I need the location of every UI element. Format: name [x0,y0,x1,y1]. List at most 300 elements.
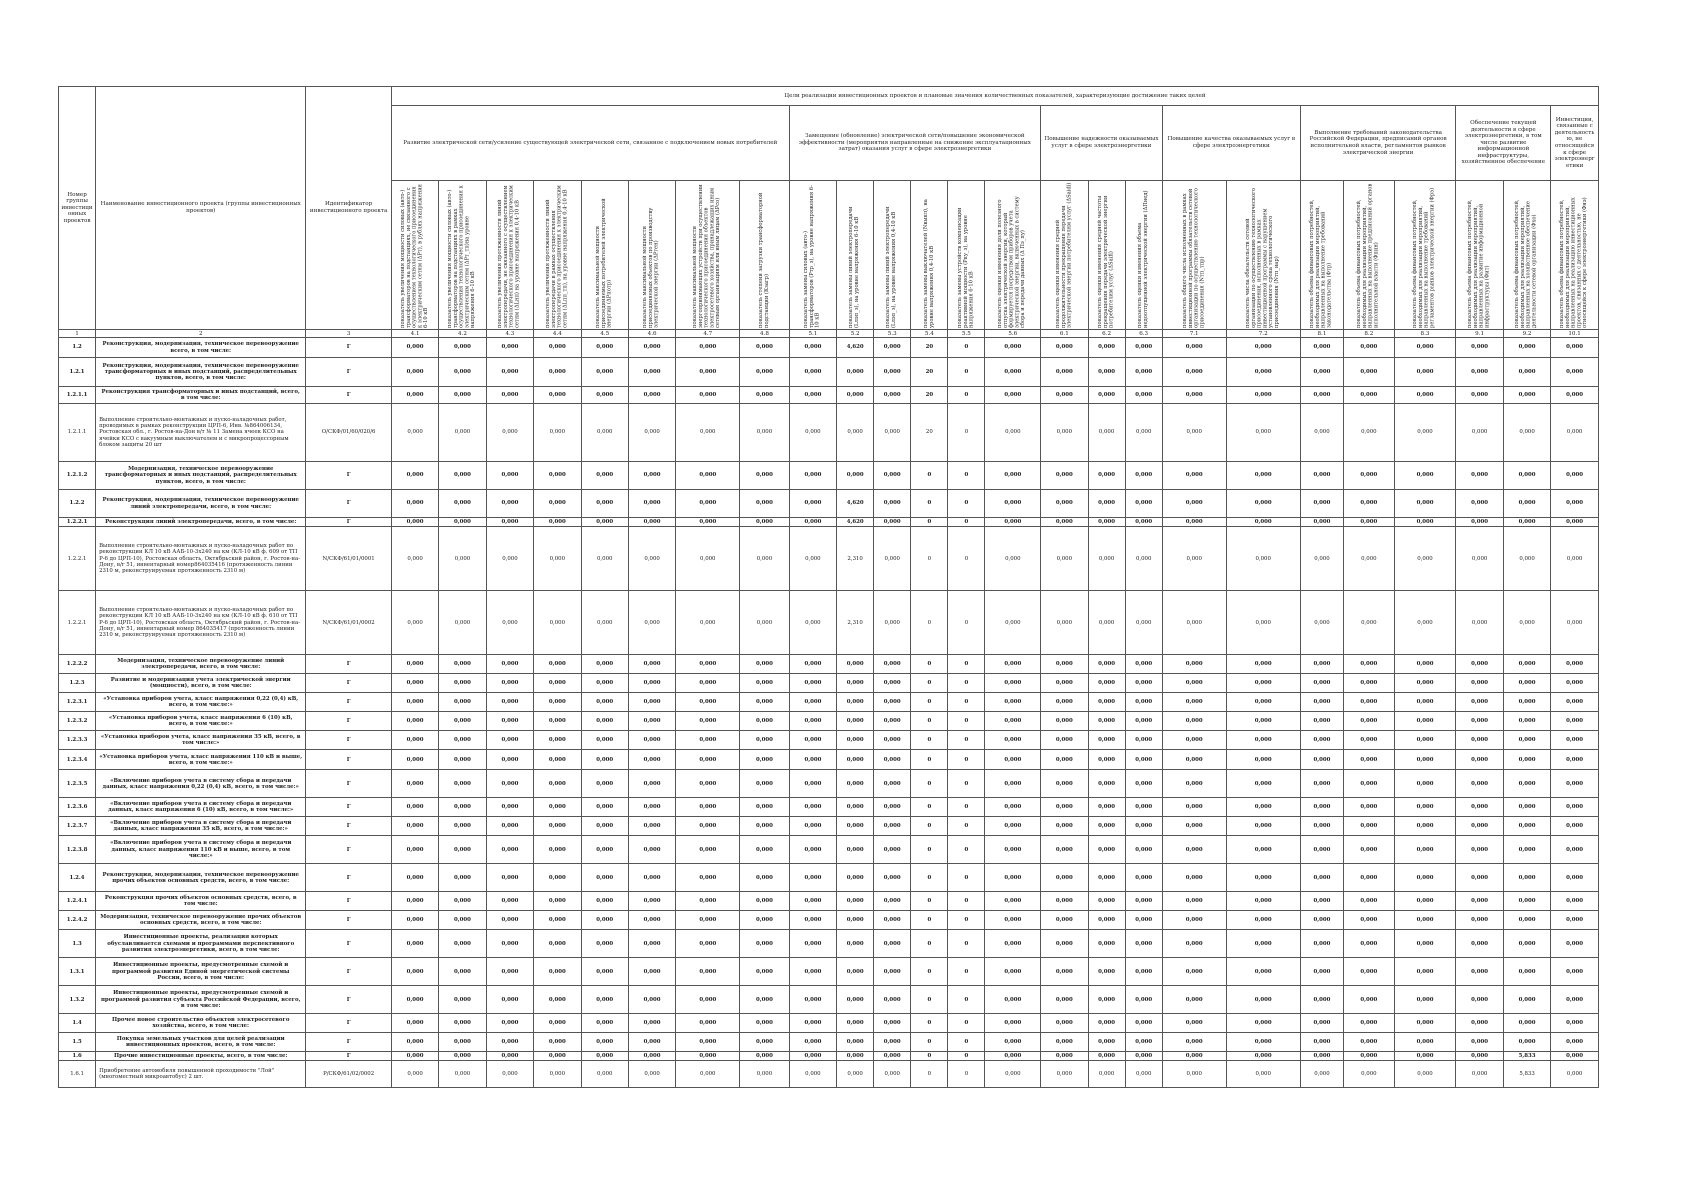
row-value: 0,000 [1162,490,1226,518]
row-value: 0,000 [837,1014,874,1033]
row-project-id: Г [306,892,392,911]
row-value: 0,000 [486,1052,533,1061]
row-value: 0,000 [439,986,486,1014]
row-project-name: Инвестиционные проекты, предусмотренные схемой и программой развития субъекта Российской Федерации, всего, в том числе: [96,986,306,1014]
row-value: 0,000 [1344,387,1395,404]
row-value: 0,000 [439,1033,486,1052]
column-number: 2 [96,330,306,338]
row-value: 0,000 [837,798,874,817]
row-value: 0 [948,770,985,798]
row-number: 1.2.1 [59,358,96,387]
row-value: 0,000 [1394,387,1456,404]
row-value: 0,000 [391,490,438,518]
column-number: 4.5 [581,330,628,338]
row-value: 0,000 [676,404,740,462]
row-value: 0,000 [1125,911,1162,930]
row-value: 0,000 [837,770,874,798]
row-value: 5,833 [1503,1061,1550,1088]
row-value: 0,000 [1456,986,1503,1014]
row-value: 0 [948,892,985,911]
row-value: 20 [911,338,948,358]
header-goal: Повышение надежности оказываемых услуг в сфере электроэнергетики [1041,106,1163,181]
row-value: 0,000 [439,930,486,958]
header-metric [985,181,1041,330]
row-value: 0,000 [534,674,581,693]
row-value: 0,000 [486,817,533,836]
row-value: 0,000 [1344,591,1395,655]
table-row [59,986,1599,1014]
row-value: 0,000 [534,338,581,358]
row-value: 0,000 [1394,674,1456,693]
row-value: 0,000 [740,817,789,836]
row-value: 0,000 [1088,770,1125,798]
row-value: 0,000 [581,750,628,770]
row-value: 0 [911,798,948,817]
row-value: 0,000 [1041,958,1088,986]
table-row [59,817,1599,836]
row-value: 0,000 [874,387,911,404]
row-value: 0 [911,518,948,527]
row-value: 0,000 [391,864,438,892]
row-value: 0,000 [534,1061,581,1088]
row-value: 0,000 [740,1014,789,1033]
row-value: 0,000 [874,404,911,462]
header-goal: Замещение (обновление) электрической сети/повышение экономической эффективности (мероприятия направленные на снижение эксплуатационных затрат) оказания услуг в сфере электроэнергетики [789,106,1040,181]
row-value: 0,000 [1456,518,1503,527]
row-value: 0,000 [1503,591,1550,655]
row-value: 0,000 [789,864,836,892]
row-project-id: Г [306,731,392,750]
row-value: 0,000 [874,1052,911,1061]
table-row [59,1061,1599,1088]
row-value: 0,000 [391,836,438,864]
row-value: 0,000 [1344,892,1395,911]
row-value: 0,000 [1088,655,1125,674]
row-value: 0,000 [1344,358,1395,387]
row-value: 0 [911,591,948,655]
row-value: 0,000 [1300,817,1343,836]
row-value: 0,000 [628,404,675,462]
row-value: 0,000 [1456,930,1503,958]
row-value: 0,000 [1551,693,1599,712]
row-value: 0,000 [985,986,1041,1014]
row-value: 0,000 [1394,712,1456,731]
row-value: 0,000 [439,387,486,404]
row-value: 0,000 [486,518,533,527]
row-value: 0,000 [391,770,438,798]
row-value: 0,000 [1041,1033,1088,1052]
row-value: 0,000 [1300,693,1343,712]
row-value: 0,000 [676,1052,740,1061]
row-value: 0,000 [1300,358,1343,387]
row-value: 0,000 [1394,817,1456,836]
row-project-name: Инвестиционные проекты, реализация которых обуславливается схемами и программами перспективного развития электроэнергетики, всего, в том числе: [96,930,306,958]
row-value: 0,000 [1551,930,1599,958]
row-number: 1.4 [59,1014,96,1033]
table-row [59,338,1599,358]
header-metric [391,181,438,330]
row-value: 0,000 [1551,1014,1599,1033]
row-value: 0,000 [391,1061,438,1088]
row-value: 0 [948,693,985,712]
row-value: 0 [948,527,985,591]
row-value: 0,000 [789,958,836,986]
row-value: 0,000 [534,1052,581,1061]
table-row [59,798,1599,817]
row-value: 0,000 [486,892,533,911]
row-value: 0,000 [985,836,1041,864]
row-value: 0,000 [581,462,628,490]
row-project-name: Модернизация, техническое перевооружение прочих объектов основных средств, всего, в том числе: [96,911,306,930]
row-value: 0,000 [439,770,486,798]
row-value: 0,000 [1456,462,1503,490]
row-value: 0,000 [789,693,836,712]
row-value: 0 [911,817,948,836]
row-value: 0,000 [740,958,789,986]
row-value: 0,000 [1394,958,1456,986]
row-value: 0,000 [1394,892,1456,911]
row-value: 0,000 [740,358,789,387]
row-value: 0,000 [676,864,740,892]
metric-label: показатель максимальной мощности присоединяемых потребителей электрической энергии (ΔPпотр) [595,198,613,328]
row-value: 0,000 [874,798,911,817]
row-project-id: Г [306,674,392,693]
row-value: 0,000 [676,712,740,731]
row-value: 0,000 [534,693,581,712]
row-value: 0,000 [740,731,789,750]
row-value: 0,000 [628,591,675,655]
header-metric [1041,181,1088,330]
row-value: 0 [911,731,948,750]
row-project-id: О/СКФ/01/60/020/6 [306,404,392,462]
row-value: 0,000 [581,770,628,798]
row-value: 0,000 [1344,798,1395,817]
header-metric [911,181,948,330]
row-value: 0 [911,836,948,864]
row-value: 0,000 [874,817,911,836]
row-project-id: Г [306,864,392,892]
row-number: 1.6 [59,1052,96,1061]
row-value: 0,000 [534,712,581,731]
row-value: 0,000 [628,674,675,693]
row-value: 0,000 [486,798,533,817]
row-value: 0,000 [1300,892,1343,911]
row-value: 0,000 [1394,655,1456,674]
row-value: 0,000 [874,527,911,591]
row-value: 0,000 [1162,387,1226,404]
row-value: 0,000 [1503,338,1550,358]
column-number: 8.1 [1300,330,1343,338]
row-value: 0,000 [391,338,438,358]
row-value: 0,000 [1125,1061,1162,1088]
row-value: 0 [911,712,948,731]
row-value: 0,000 [874,750,911,770]
row-value: 0,000 [985,731,1041,750]
row-value: 0,000 [581,864,628,892]
row-value: 0,000 [1300,1014,1343,1033]
header-metric [534,181,581,330]
row-value: 0,000 [1300,655,1343,674]
row-value: 0,000 [985,518,1041,527]
row-value: 0,000 [1551,591,1599,655]
row-value: 0 [911,1061,948,1088]
row-value: 0,000 [1344,930,1395,958]
row-value: 0,000 [1226,358,1300,387]
row-value: 0,000 [789,1014,836,1033]
metric-label: показатель замены линий электропередачи (Lлэп_з), на уровне напряжения 6-10 кВ [848,206,861,328]
row-number: 1.2.3.3 [59,731,96,750]
row-value: 0,000 [1551,527,1599,591]
row-value: 0,000 [874,518,911,527]
row-value: 0,000 [740,387,789,404]
row-value: 0,000 [1226,387,1300,404]
row-value: 0,000 [874,693,911,712]
row-value: 0,000 [534,591,581,655]
row-value: 0 [948,986,985,1014]
row-value: 0,000 [391,462,438,490]
row-value: 0,000 [534,490,581,518]
table-row [59,358,1599,387]
table-row [59,1014,1599,1033]
row-number: 1.2.4.2 [59,911,96,930]
row-value: 0,000 [1162,798,1226,817]
row-value: 0,000 [789,836,836,864]
row-value: 0,000 [628,462,675,490]
row-value: 0,000 [534,404,581,462]
row-value: 0,000 [1344,693,1395,712]
row-value: 0,000 [1456,1014,1503,1033]
row-value: 0,000 [740,518,789,527]
row-value: 0,000 [740,1061,789,1088]
row-value: 0,000 [676,490,740,518]
row-value: 0,000 [1226,490,1300,518]
row-value: 2,310 [837,527,874,591]
row-value: 0,000 [1456,655,1503,674]
row-value: 0,000 [1344,462,1395,490]
column-number: 5.6 [985,330,1041,338]
row-value: 0,000 [676,798,740,817]
row-project-name: Развитие и модернизация учета электрической энергии (мощности), всего, в том числе: [96,674,306,693]
row-value: 0,000 [581,1033,628,1052]
row-value: 0,000 [676,518,740,527]
row-value: 0,000 [1344,864,1395,892]
metric-label: показатель замены выключателей (Nвыкл), на уровне напряжения 0,4-10 кВ [922,199,935,328]
row-value: 0 [948,836,985,864]
row-value: 0,000 [391,404,438,462]
row-value: 0,000 [1226,798,1300,817]
row-value: 0,000 [439,750,486,770]
row-value: 0,000 [1125,712,1162,731]
row-value: 0,000 [534,462,581,490]
row-value: 0 [911,750,948,770]
row-value: 0,000 [1300,1052,1343,1061]
row-value: 0,000 [486,864,533,892]
row-value: 0,000 [534,770,581,798]
table-row [59,864,1599,892]
table-row [59,930,1599,958]
row-number: 1.2.2 [59,490,96,518]
row-project-name: Выполнение строительно-монтажных и пуско-наладочных работ, проводимых в рамках реконструкции ЦРП-6, Инв. №864006134, Ростовская обл., г. Ростов-на-Дон в/т № 11 Замена ячеек КСО на ячейки КСО с вакуумным выключателем и с микропроцессорным блоком защиты 20 шт [96,404,306,462]
row-value: 0,000 [628,986,675,1014]
row-value: 0,000 [1344,527,1395,591]
row-value: 0,000 [1088,358,1125,387]
row-value: 0,000 [486,958,533,986]
row-value: 0,000 [1088,930,1125,958]
row-value: 0,000 [1162,892,1226,911]
row-value: 0 [948,712,985,731]
row-value: 0,000 [1162,712,1226,731]
row-project-name: Реконструкция, модернизация, техническое перевооружение прочих объектов основных средств, всего, в том числе: [96,864,306,892]
row-value: 0,000 [985,930,1041,958]
row-value: 0,000 [1041,693,1088,712]
row-value: 0,000 [1226,404,1300,462]
metric-label: показатель замены силовых (авто-) трансформаторов (Pтр_з), на уровне напряжения 6-10 кВ [803,185,821,328]
row-value: 0,000 [1456,338,1503,358]
row-value: 0,000 [1503,655,1550,674]
row-value: 0,000 [439,404,486,462]
row-number: 1.2.3.2 [59,712,96,731]
row-value: 0,000 [1162,864,1226,892]
row-value: 0,000 [1162,911,1226,930]
row-number: 1.2.1.1 [59,404,96,462]
row-value: 0,000 [534,864,581,892]
header-goal: Повышение качества оказываемых услуг в сфере электроэнергетики [1162,106,1300,181]
row-number: 1.5 [59,1033,96,1052]
row-value: 0,000 [837,892,874,911]
row-value: 0,000 [628,1014,675,1033]
row-value: 0,000 [1041,911,1088,930]
row-value: 0,000 [1125,1052,1162,1061]
row-value: 0,000 [985,338,1041,358]
header-row-column-numbers [59,330,1599,338]
row-value: 0,000 [1125,358,1162,387]
row-value: 0,000 [1394,798,1456,817]
row-value: 0,000 [1125,864,1162,892]
row-value: 0,000 [1503,798,1550,817]
row-value: 0,000 [1456,770,1503,798]
row-value: 0,000 [740,836,789,864]
row-value: 0,000 [628,958,675,986]
row-value: 0,000 [837,655,874,674]
column-number: 5.3 [874,330,911,338]
row-value: 0,000 [534,518,581,527]
row-project-name: Реконструкция, модернизация, техническое перевооружение трансформаторных и иных подстанций, распределительных пунктов, всего, в том числе: [96,358,306,387]
row-value: 0,000 [1456,817,1503,836]
row-value: 0,000 [1300,674,1343,693]
row-project-id: Г [306,387,392,404]
row-value: 0,000 [837,986,874,1014]
row-value: 0,000 [391,527,438,591]
row-value: 0,000 [391,693,438,712]
row-value: 0,000 [581,490,628,518]
row-value: 0,000 [439,864,486,892]
row-value: 0,000 [1344,655,1395,674]
row-value: 0,000 [1344,770,1395,798]
table-row [59,712,1599,731]
row-value: 0,000 [628,864,675,892]
row-value: 0,000 [1551,1033,1599,1052]
row-number: 1.2.3.6 [59,798,96,817]
row-value: 0,000 [1041,1014,1088,1033]
row-value: 0,000 [1226,1014,1300,1033]
row-value: 0,000 [740,338,789,358]
row-value: 0,000 [740,750,789,770]
row-value: 0,000 [1226,338,1300,358]
row-value: 0,000 [740,864,789,892]
row-value: 0 [911,892,948,911]
row-value: 0,000 [837,750,874,770]
row-value: 0,000 [391,712,438,731]
row-value: 0,000 [1041,518,1088,527]
row-value: 0,000 [628,693,675,712]
row-value: 0,000 [1226,892,1300,911]
row-value: 0,000 [1456,674,1503,693]
row-value: 0,000 [1344,674,1395,693]
row-value: 0,000 [1125,892,1162,911]
row-value: 0,000 [628,1052,675,1061]
row-project-name: Выполнение строительно-монтажных и пуско-наладочных работ по реконструкции КЛ 10 кВ ААБ-10-3х240 на км (КЛ-10 кВ ф. 609 от ТП Р-6 до ЦРП-10), Ростовская область, Октябрьский район, г. Ростов-на-Дону, в/г 51, инвентарный номер864035416 (протяженность линии 2310 м, реконструируемая протяженность 2310 м) [96,527,306,591]
column-number: 1 [59,330,96,338]
row-value: 0,000 [676,674,740,693]
row-value: 0,000 [1162,731,1226,750]
row-value: 0,000 [740,527,789,591]
row-value: 0,000 [1551,655,1599,674]
row-value: 0 [948,338,985,358]
row-value: 0,000 [676,655,740,674]
row-value: 0,000 [985,527,1041,591]
row-value: 0,000 [628,712,675,731]
row-value: 0,000 [439,1014,486,1033]
row-value: 0,000 [1300,836,1343,864]
row-value: 0,000 [1503,731,1550,750]
row-value: 0,000 [1162,655,1226,674]
row-value: 0,000 [676,958,740,986]
row-value: 0,000 [439,712,486,731]
header-metric [789,181,836,330]
metric-label: показатель замены устройств компенсации реактивной мощности (Pку_з), на уровне напряжения 6-10 кВ [956,207,975,328]
row-value: 0,000 [1041,836,1088,864]
row-value: 0,000 [1088,731,1125,750]
row-value: 0,000 [1394,490,1456,518]
row-value: 0,000 [486,404,533,462]
row-value: 0,000 [1394,462,1456,490]
row-value: 0,000 [1041,404,1088,462]
row-project-id: Г [306,911,392,930]
row-value: 0,000 [628,836,675,864]
row-value: 0 [911,911,948,930]
row-value: 0,000 [1551,358,1599,387]
row-value: 0,000 [676,911,740,930]
row-value: 0,000 [789,655,836,674]
row-value: 0,000 [1088,798,1125,817]
column-number: 8.3 [1394,330,1456,338]
row-value: 0,000 [1456,591,1503,655]
row-value: 0,000 [676,387,740,404]
row-value: 0,000 [1162,770,1226,798]
row-value: 0,000 [628,911,675,930]
row-value: 0,000 [439,674,486,693]
row-value: 0,000 [486,712,533,731]
row-value: 0,000 [1125,462,1162,490]
row-value: 0,000 [676,1033,740,1052]
row-value: 0 [911,693,948,712]
row-project-name: Модернизация, техническое перевооружение трансформаторных и иных подстанций, распределительных пунктов, всего, в том числе: [96,462,306,490]
row-value: 0,000 [1503,462,1550,490]
row-value: 0,000 [837,358,874,387]
row-value: 0,000 [581,674,628,693]
row-value: 0,000 [1088,1061,1125,1088]
row-value: 0,000 [1300,490,1343,518]
